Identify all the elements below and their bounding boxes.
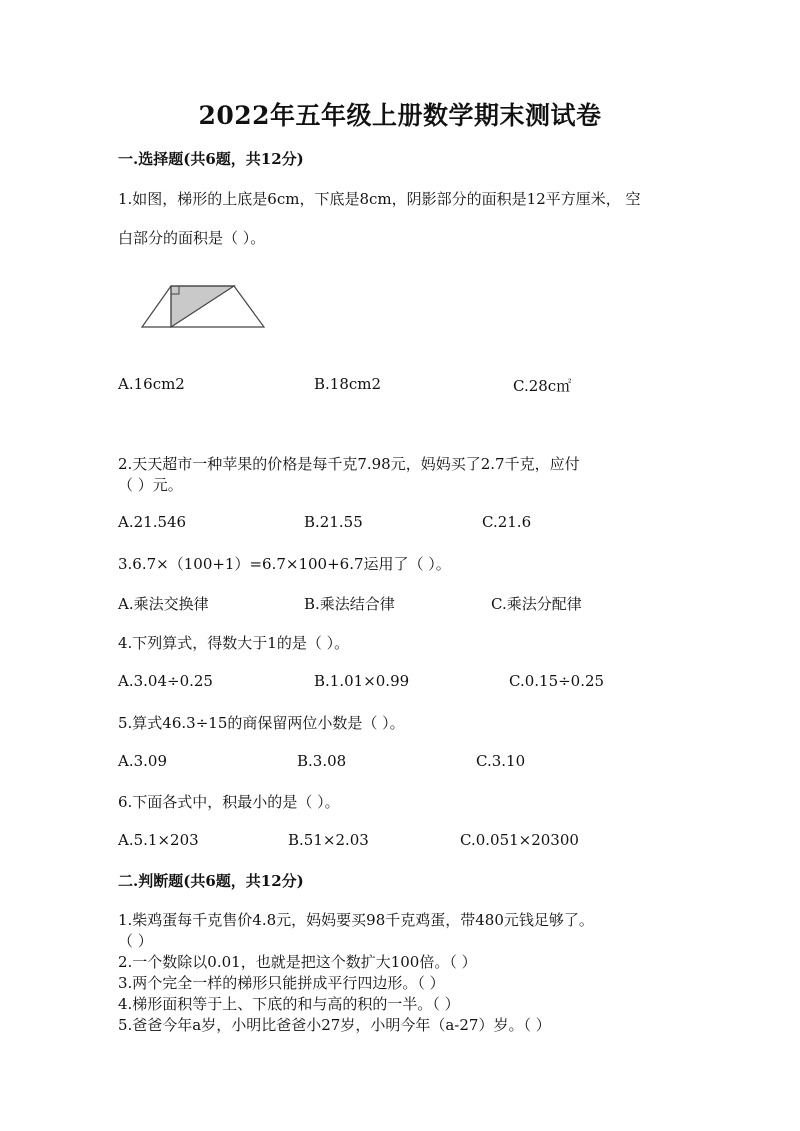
q1-option-b: B.18cm2: [314, 375, 382, 393]
question-1-line-1: 1.如图，梯形的上底是6cm，下底是8cm，阴影部分的面积是12平方厘米， 空: [118, 190, 641, 208]
q5-option-b: B.3.08: [297, 752, 347, 770]
judgment-1-line-1: 1.柴鸡蛋每千克售价4.8元，妈妈要买98千克鸡蛋，带480元钱足够了。: [118, 911, 594, 929]
q4-option-b: B.1.01×0.99: [314, 672, 410, 690]
judgment-4: 4.梯形面积等于上、下底的和与高的积的一半。（ ）: [118, 995, 460, 1013]
section-heading-choice: 一.选择题(共6题，共12分): [118, 150, 304, 168]
q3-option-b: B.乘法结合律: [304, 595, 395, 613]
page-title: 2022年五年级上册数学期末测试卷: [198, 101, 602, 130]
q1-option-c: C.28c㎡: [513, 377, 572, 395]
question-1-line-2: 白部分的面积是（ ）。: [118, 229, 266, 247]
q2-option-c: C.21.6: [482, 513, 532, 531]
q2-option-a: A.21.546: [118, 513, 187, 531]
question-2-line-2: （ ）元。: [118, 476, 183, 494]
question-3: 3.6.7×（100+1）=6.7×100+6.7运用了（ ）。: [118, 555, 451, 573]
q6-option-a: A.5.1×203: [118, 831, 199, 849]
shaded-triangle: [171, 286, 234, 327]
q1-option-a: A.16cm2: [118, 375, 185, 393]
q3-option-a: A.乘法交换律: [118, 595, 209, 613]
q4-option-c: C.0.15÷0.25: [509, 672, 605, 690]
q3-option-c: C.乘法分配律: [491, 595, 582, 613]
question-6: 6.下面各式中，积最小的是（ ）。: [118, 793, 340, 811]
judgment-2: 2.一个数除以0.01，也就是把这个数扩大100倍。（ ）: [118, 953, 477, 971]
q5-option-c: C.3.10: [476, 752, 526, 770]
question-2-line-1: 2.天天超市一种苹果的价格是每千克7.98元，妈妈买了2.7千克，应付: [118, 455, 580, 473]
judgment-3: 3.两个完全一样的梯形只能拼成平行四边形。（ ）: [118, 974, 445, 992]
q6-option-c: C.0.051×20300: [460, 831, 579, 849]
q6-option-b: B.51×2.03: [288, 831, 369, 849]
q4-option-a: A.3.04÷0.25: [118, 672, 213, 690]
judgment-5: 5.爸爸今年a岁，小明比爸爸小27岁，小明今年（a-27）岁。（ ）: [118, 1016, 551, 1034]
question-5: 5.算式46.3÷15的商保留两位小数是（ ）。: [118, 714, 405, 732]
q5-option-a: A.3.09: [118, 752, 167, 770]
trapezoid-figure: [140, 283, 270, 333]
section-heading-judgment: 二.判断题(共6题，共12分): [118, 872, 304, 890]
judgment-1-line-2: （ ）: [118, 932, 153, 950]
question-4: 4.下列算式，得数大于1的是（ ）。: [118, 634, 350, 652]
q2-option-b: B.21.55: [304, 513, 363, 531]
